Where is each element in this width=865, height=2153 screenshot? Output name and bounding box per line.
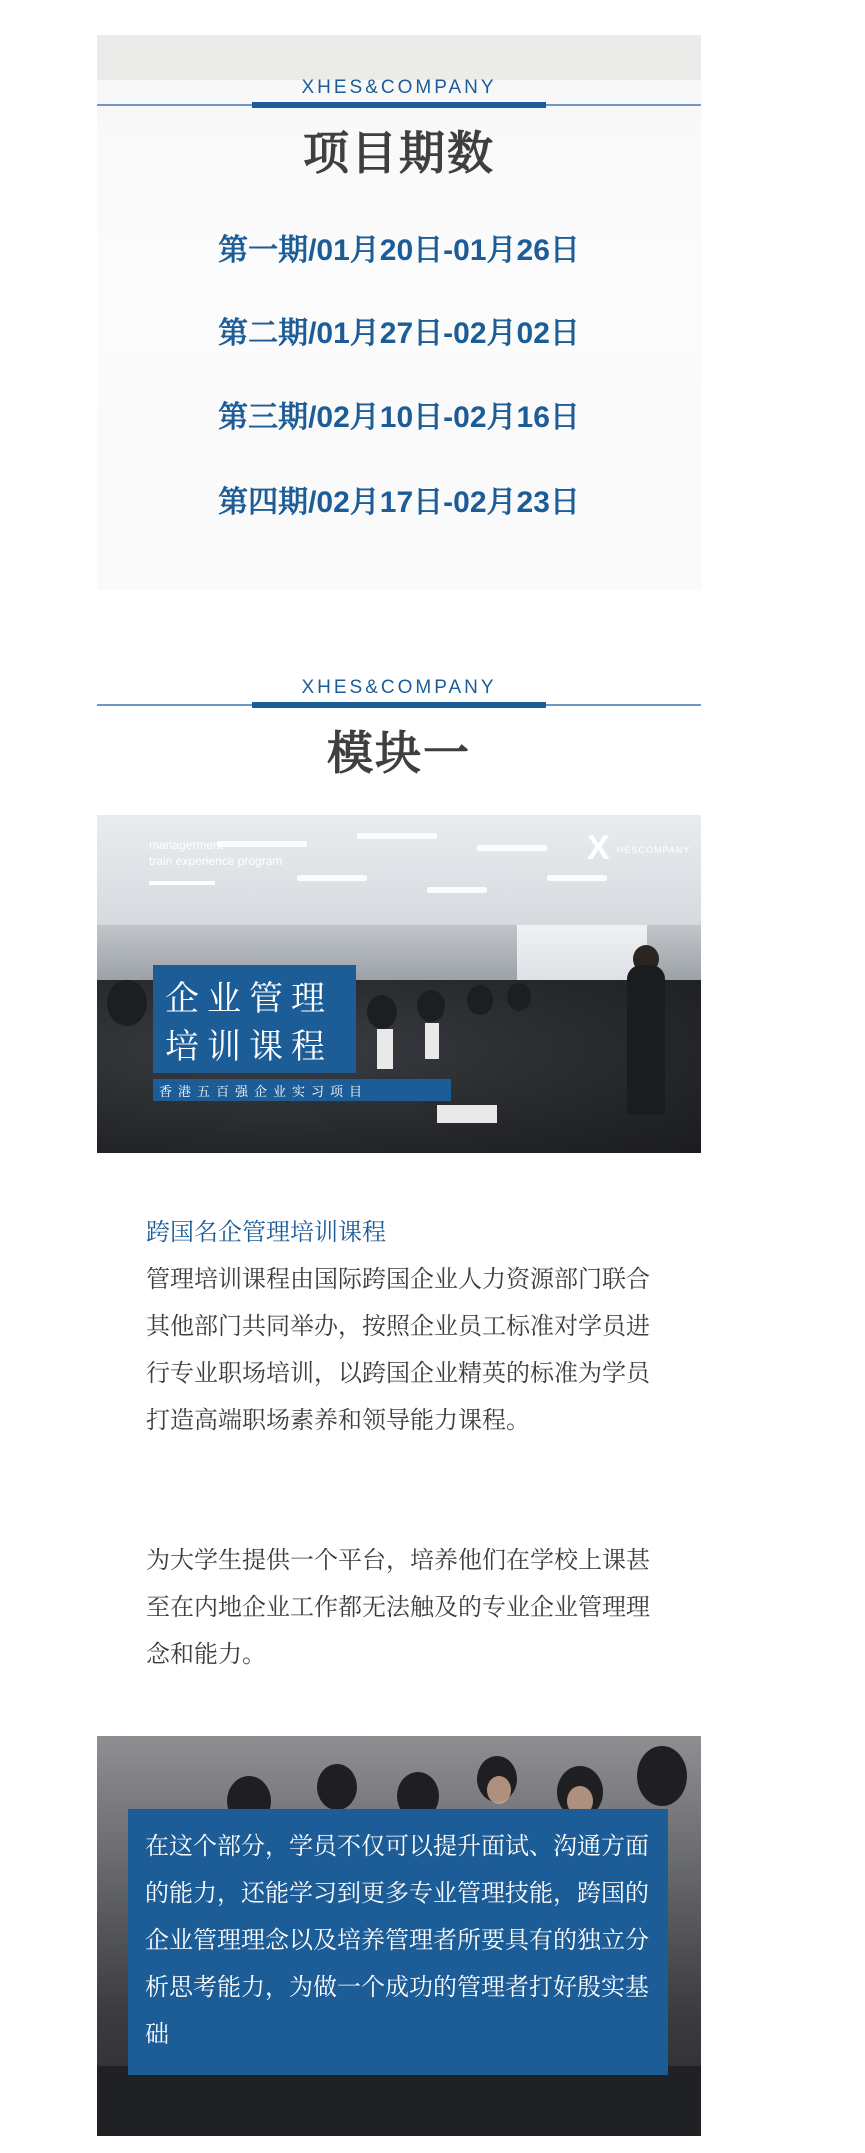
section-heading: 项目期数 — [303, 126, 495, 180]
shirt — [425, 1023, 439, 1059]
tagline-line: train experience program — [149, 854, 283, 868]
logo-mark: X — [587, 829, 610, 867]
person-head — [467, 985, 493, 1015]
course-purpose: 为大学生提供一个平台，培养他们在学校上课甚至在内地企业工作都无法触及的专业企业管理理念和能力。 — [146, 1546, 650, 1668]
banner-subtitle-box — [153, 1079, 451, 1101]
highlight-box — [128, 1809, 668, 2075]
person-head — [317, 1764, 357, 1810]
highlight-text: 在这个部分，学员不仅可以提升面试、沟通方面的能力，还能学习到更多专业管理技能，跨国的企业管理理念以及培养管理者所要具有的独立分析思考能力，为做一个成功的管理者打好殷实基础 — [145, 1832, 649, 2048]
period-item: 第一期/01月20日-01月26日 — [218, 234, 580, 267]
top-band — [97, 35, 701, 80]
banner-tagline — [149, 837, 282, 869]
module-heading: 模块一 — [327, 726, 471, 780]
period-item: 第四期/02月17日-02月23日 — [218, 486, 580, 519]
paper — [437, 1105, 497, 1123]
audience-foreground — [97, 2066, 701, 2136]
tagline-bar — [149, 881, 215, 885]
person-head — [367, 995, 397, 1029]
banner-title-box — [153, 965, 356, 1073]
shirt — [377, 1029, 393, 1069]
brand-name: XHES&COMPANY — [301, 77, 497, 98]
course-description: 管理培训课程由国际跨国企业人力资源部门联合其他部门共同举办，按照企业员工标准对学员进行专业职场培训，以跨国企业精英的标准为学员打造高端职场素养和领导能力课程。 — [146, 1265, 650, 1434]
person-head — [417, 990, 445, 1022]
ceiling-light — [547, 875, 607, 881]
brand-header — [97, 677, 701, 707]
banner-subtitle: 香港五百强企业实习项目 — [159, 1085, 369, 1100]
module-header — [97, 677, 701, 797]
banner-title-line: 培训课程 — [165, 1027, 333, 1067]
ceiling-light — [357, 833, 437, 839]
person-head — [507, 983, 531, 1011]
logo-text: HESCOMPANY — [617, 845, 691, 855]
ceiling-light — [297, 875, 367, 881]
brand-name: XHES&COMPANY — [301, 677, 497, 698]
person-head — [637, 1746, 687, 1806]
ceiling — [97, 815, 701, 925]
brand-header — [97, 77, 701, 107]
period-item: 第二期/01月27日-02月02日 — [218, 317, 580, 350]
period-item: 第三期/02月10日-02月16日 — [218, 401, 580, 434]
person-face — [487, 1776, 511, 1804]
tagline-line: managerment — [149, 838, 224, 852]
ceiling-light — [477, 845, 547, 851]
training-banner-image — [97, 815, 701, 1153]
classroom-image — [97, 1736, 701, 2136]
divider-accent — [252, 102, 546, 108]
ceiling-light — [427, 887, 487, 893]
divider-accent — [252, 702, 546, 708]
schedule-section — [97, 35, 701, 590]
banner-title-line: 企业管理 — [165, 979, 333, 1019]
person-head — [107, 980, 147, 1026]
course-title: 跨国名企管理培训课程 — [146, 1218, 386, 1246]
speaker — [627, 965, 665, 1115]
